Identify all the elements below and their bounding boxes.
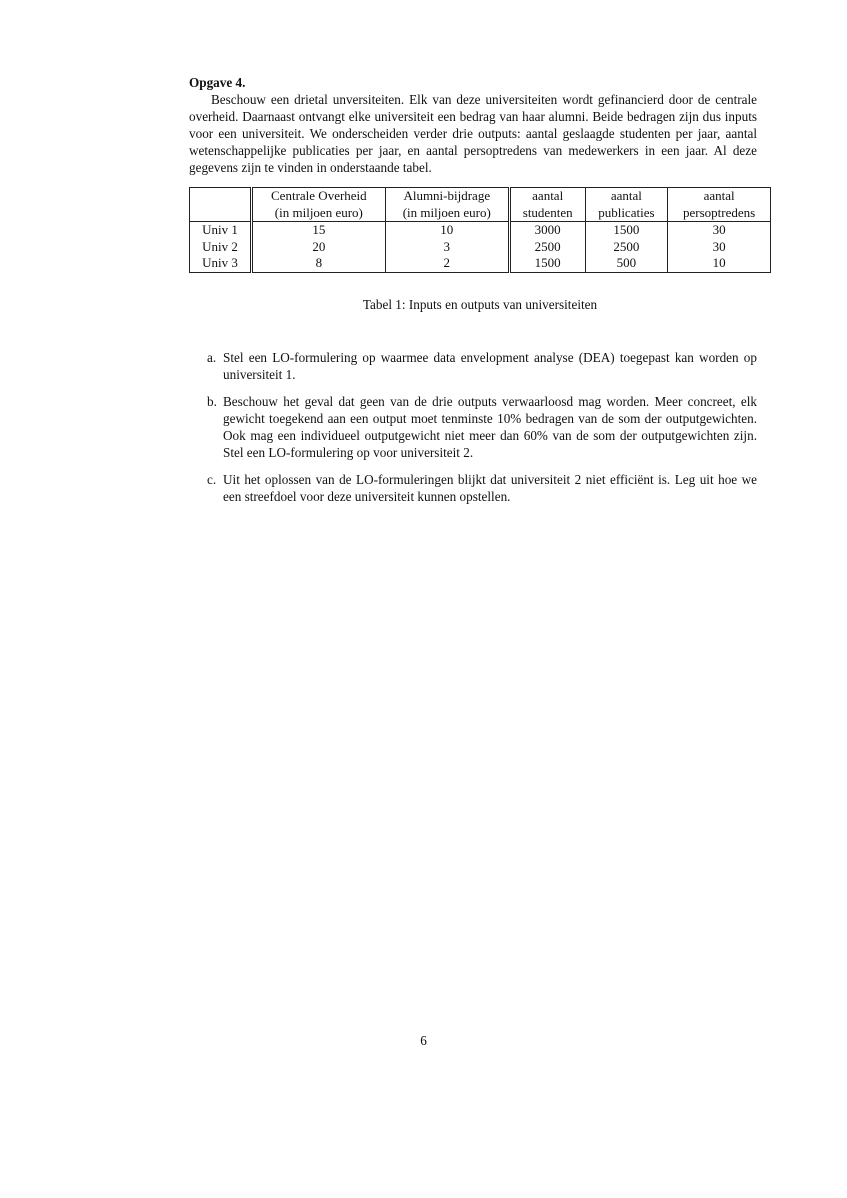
col-subheader-publicaties: publicaties [585,205,668,222]
table-cell: 3 [385,239,509,256]
col-subheader-alumni-bijdrage: (in miljoen euro) [385,205,509,222]
question-item-a [189,349,757,383]
col-header-persoptredens: aantal [668,188,771,205]
table-corner-cell [190,188,252,205]
col-subheader-centrale-overheid: (in miljoen euro) [252,205,386,222]
col-header-publicaties: aantal [585,188,668,205]
inputs-outputs-table [189,187,771,273]
table-row [190,255,771,272]
col-subheader-studenten: studenten [509,205,585,222]
question-item-b [189,393,757,461]
col-header-alumni-bijdrage: Alumni-bijdrage [385,188,509,205]
col-subheader-persoptredens: persoptredens [668,205,771,222]
table-cell: 2500 [585,239,668,256]
table-cell: 3000 [509,222,585,239]
table-row [190,222,771,239]
table-cell: 2 [385,255,509,272]
table-cell: 1500 [585,222,668,239]
table-cell: 15 [252,222,386,239]
row-label: Univ 2 [190,239,252,256]
exercise-heading: Opgave 4. [189,75,246,90]
row-label: Univ 1 [190,222,252,239]
table-corner-cell-2 [190,205,252,222]
table-cell: 8 [252,255,386,272]
table-cell: 2500 [509,239,585,256]
table-cell: 30 [668,222,771,239]
question-marker: b. [207,393,217,409]
question-list [189,349,757,505]
row-label: Univ 3 [190,255,252,272]
question-marker: c. [207,471,217,487]
table-header-row-2 [190,205,771,222]
question-text: Uit het oplossen van de LO-formuleringen blijkt dat universiteit 2 niet efficiënt is. Leg uit hoe we een streefdoel voor deze universiteit kunnen opstellen. [223,471,757,504]
data-table-wrapper [189,187,771,273]
question-item-c [189,471,757,505]
table-header-row-1 [190,188,771,205]
table-cell: 1500 [509,255,585,272]
table-cell: 10 [385,222,509,239]
table-row [190,239,771,256]
col-header-centrale-overheid: Centrale Overheid [252,188,386,205]
question-marker: a. [207,349,217,365]
exercise-intro: Beschouw een drietal unversiteiten. Elk van deze universiteiten wordt gefinancierd door de centrale overheid. Daarnaast ontvangt elke universiteit een bedrag van haar alumni. Beide bedragen zijn dus inputs voor een universiteit. We onderscheiden verder drie outputs: aantal geslaagde studenten per jaar, aantal wetenschappelijke publicaties per jaar, en aantal persoptredens van medewerkers in een jaar. Al deze gegevens zijn te vinden in onderstaande tabel. [189,92,757,175]
question-text: Stel een LO-formulering op waarmee data envelopment analyse (DEA) toegepast kan worden op universiteit 1. [223,349,757,382]
table-cell: 10 [668,255,771,272]
table-cell: 30 [668,239,771,256]
table-cell: 500 [585,255,668,272]
table-caption: Tabel 1: Inputs en outputs van universiteiten [362,296,598,312]
table-cell: 20 [252,239,386,256]
question-text: Beschouw het geval dat geen van de drie outputs verwaarloosd mag worden. Meer concreet, elk gewicht toegekend aan een output moet tenminste 10% bedragen van de som der outputgewichten. Ook mag een individueel outputgewicht niet meer dan 60% van de som der outputgewichten zijn. Stel een LO-formulering op voor universiteit 2. [223,393,757,460]
page-content [189,74,757,515]
col-header-studenten: aantal [509,188,585,205]
page-number: 6 [420,1033,427,1048]
